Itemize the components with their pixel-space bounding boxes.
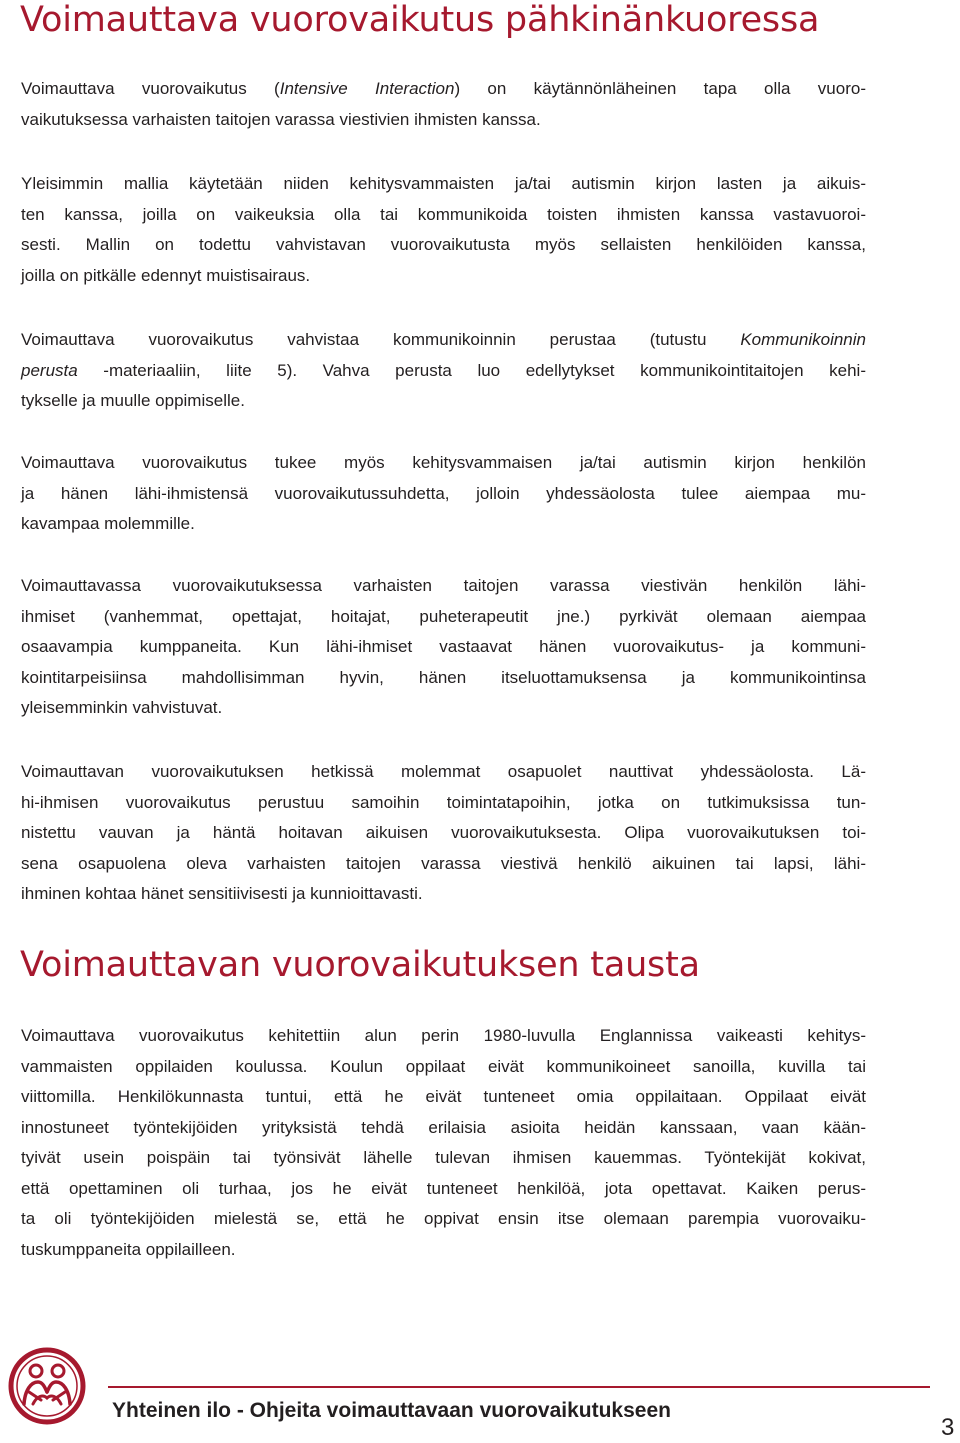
text-line xyxy=(21,74,866,105)
text-line: ihmiset (vanhemmat, opettajat, hoitajat, puheterapeutit jne.) pyrkivät olemaan aiempaa xyxy=(21,606,866,626)
text-line: nistettu vauvan ja häntä hoitavan aikuisen vuorovaikutuksesta. Olipa vuorovaikutuksen toi- xyxy=(21,823,866,842)
footer-divider xyxy=(108,1386,930,1388)
text-line xyxy=(21,356,866,387)
italic-term: perusta xyxy=(21,360,78,380)
text-line: hi-ihmisen vuorovaikutus perustuu samoihin toimintatapoihin, jotka on tutkimuksissa tun- xyxy=(21,792,866,812)
text-line: Voimauttavassa vuorovaikutuksessa varhaisten taitojen varassa viestivän henkilön lähi- xyxy=(21,576,866,595)
text-span: Voimauttava vuorovaikutus vahvistaa kommunikoinnin perustaa (tutustu xyxy=(21,330,741,349)
text-line: Yleisimmin mallia käytetään niiden kehitysvammaisten ja/tai autismin kirjon lasten ja aikuis- xyxy=(21,174,866,193)
paragraph-close-people xyxy=(21,571,866,724)
text-line: tyivät usein poispäin tai työnsivät lähelle tulevan ihmisen kauemmas. Työntekijät kokivat, xyxy=(21,1148,866,1167)
text-line: Voimauttava vuorovaikutus tukee myös kehitysvammaisen ja/tai autismin kirjon henkilön xyxy=(21,453,866,472)
page-number: 3 xyxy=(941,1414,955,1441)
text-span: -materiaaliin, liite 5). Vahva perusta luo edellytykset kommunikointitaitojen kehi- xyxy=(77,360,866,380)
text-line: ten kanssa, joilla on vaikeuksia olla tai kommunikoida toisten ihmisten kanssa vastavuoroi- xyxy=(21,204,866,224)
paragraph-target-groups xyxy=(21,169,866,291)
text-line: Voimauttava vuorovaikutus kehitettiin alun perin 1980-luvulla Englannissa vaikeasti kehitys- xyxy=(21,1026,866,1045)
paragraph-moments xyxy=(21,757,866,910)
text-line: ihminen kohtaa hänet sensitiivisesti ja kunnioittavasti. xyxy=(21,884,423,903)
text-line: vammaisten oppilaiden koulussa. Koulun oppilaat eivät kommunikoineet sanoilla, kuvilla tai xyxy=(21,1056,866,1076)
text-line: yleisemminkin vahvistuvat. xyxy=(21,698,223,717)
text-line: sena osapuolena oleva varhaisten taitojen varassa viestivä henkilö aikuinen tai lapsi, lähi- xyxy=(21,853,866,873)
two-people-logo-icon xyxy=(7,1346,87,1426)
text-line: ja hänen lähi-ihmistensä vuorovaikutussuhdetta, jolloin yhdessäolosta tulee aiempaa mu- xyxy=(21,483,866,503)
paragraph-communication-basis xyxy=(21,325,866,417)
text-line: kavampaa molemmille. xyxy=(21,514,195,533)
text-line: innostuneet työntekijöiden yrityksistä tehdä erilaisia asioita heidän kanssaan, vaan kään- xyxy=(21,1117,866,1137)
text-span: ) on käytännönläheinen tapa olla vuoro- xyxy=(454,79,866,98)
paragraph-intro xyxy=(21,74,866,135)
text-line: sesti. Mallin on todettu vahvistavan vuorovaikutusta myös sellaisten henkilöiden kanssa, xyxy=(21,235,866,254)
text-line: Voimauttavan vuorovaikutuksen hetkissä molemmat osapuolet nauttivat yhdessäolosta. Lä- xyxy=(21,762,866,781)
text-line xyxy=(21,325,866,356)
footer-title: Yhteinen ilo - Ohjeita voimauttavaan vuorovaikutukseen xyxy=(112,1399,671,1422)
section-heading: Voimauttavan vuorovaikutuksen tausta xyxy=(20,945,700,985)
italic-term: Intensive Interaction xyxy=(279,79,455,98)
paragraph-relationship xyxy=(21,448,866,540)
paragraph-background xyxy=(21,1021,866,1265)
text-line: joilla on pitkälle edennyt muistisairaus. xyxy=(21,265,311,285)
text-line: osaavampia kumppaneita. Kun lähi-ihmiset vastaavat hänen vuorovaikutus- ja kommuni- xyxy=(21,637,866,656)
text-line: että opettaminen oli turhaa, jos he eivät tunteneet henkilöä, jota opettavat. Kaiken perus- xyxy=(21,1178,866,1198)
text-span: Voimauttava vuorovaikutus ( xyxy=(21,79,280,98)
page-heading: Voimauttava vuorovaikutus pähkinänkuoressa xyxy=(20,0,820,40)
text-line: tuskumppaneita oppilailleen. xyxy=(21,1239,236,1259)
italic-term: Kommunikoinnin xyxy=(740,330,866,349)
text-line: tykselle ja muulle oppimiselle. xyxy=(21,391,245,410)
text-line: vaikutuksessa varhaisten taitojen varassa viestivien ihmisten kanssa. xyxy=(21,109,541,129)
text-line: viittomilla. Henkilökunnasta tuntui, että he eivät tunteneet omia oppilaitaan. Oppilaat eivät xyxy=(21,1087,866,1106)
text-line: ta oli työntekijöiden mielestä se, että he oppivat ensin itse olemaan parempia vuorovaiku- xyxy=(21,1209,866,1228)
text-line: kointitarpeisiinsa mahdollisimman hyvin, hänen itseluottamuksensa ja kommunikointinsa xyxy=(21,667,866,687)
